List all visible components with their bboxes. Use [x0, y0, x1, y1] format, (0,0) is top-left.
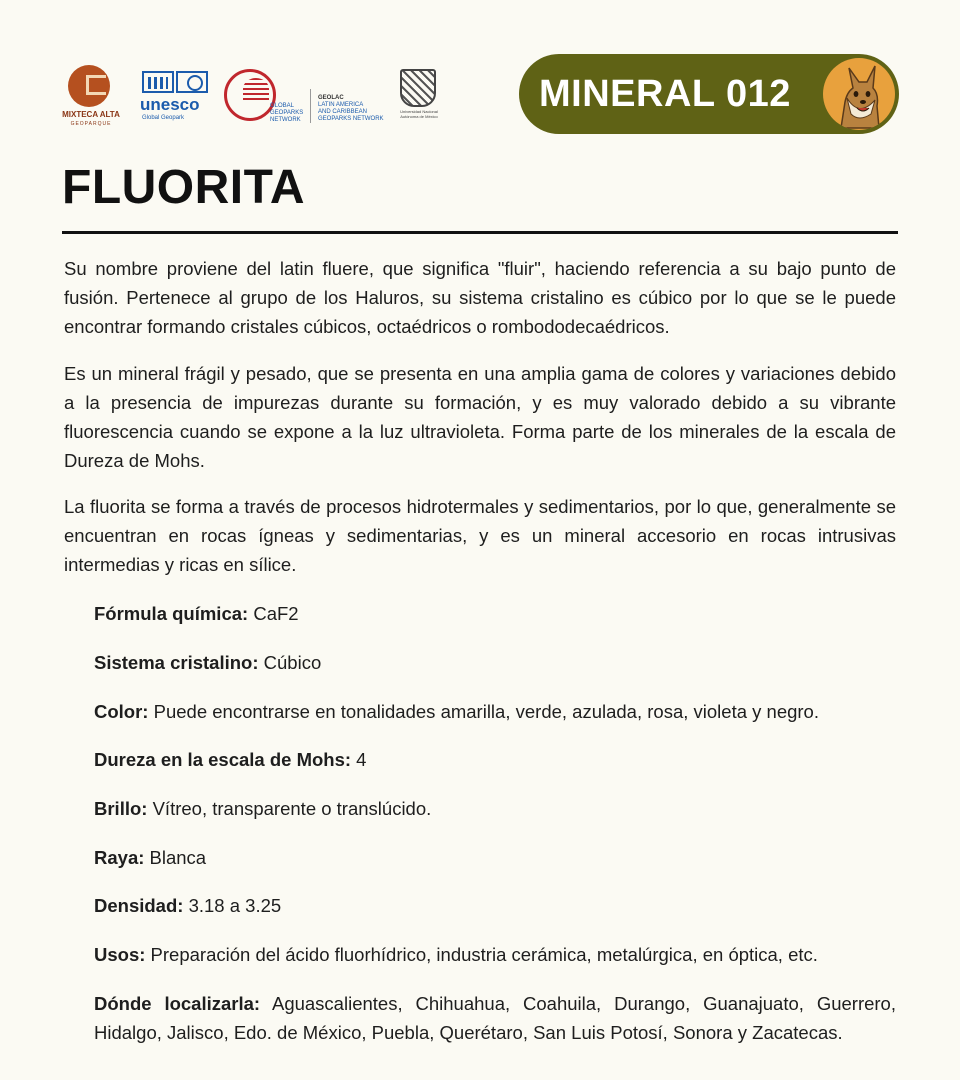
- unam-shield-icon: [400, 69, 436, 107]
- mixteca-alta-geoparque-logo: [60, 65, 122, 129]
- geolac-logo-text: GEOLAC LATIN AMERICA AND CARIBBEAN GEOPARKS NETWORK: [318, 95, 384, 122]
- title-divider: [62, 231, 898, 234]
- unam-logo: [398, 69, 440, 125]
- description-paragraph-3: La fluorita se forma a través de procesos hidrotermales y sedimentarios, por lo que, generalmente se encuentran en rocas ígneas y sedimentarias, y es un mineral accesorio en rocas intrusivas intermedias y ricas en sílice.: [64, 496, 896, 575]
- description-paragraph-2: Es un mineral frágil y pesado, que se presenta en una amplia gama de colores y variaciones debido a la presencia de impurezas durante su formación, y es muy valorado debido a su vibrante fluorescencia cuando se expone a la luz ultravioleta. Forma parte de los minerales de la escala de Dureza de Mohs.: [64, 363, 896, 471]
- property-hardness: Dureza en la escala de Mohs: 4: [94, 749, 367, 770]
- property-crystal-system: Sistema cristalino: Cúbico: [94, 652, 322, 673]
- unam-logo-text: Universidad Nacional Autónoma de México: [400, 109, 438, 119]
- unesco-logo-sub: Global Geopark: [142, 115, 185, 121]
- property-luster: Brillo: Vítreo, transparente o translúcido.: [94, 798, 432, 819]
- mixteca-emblem-icon: [68, 65, 110, 107]
- unesco-temple-icon: [142, 71, 174, 93]
- mixteca-logo-sub: GEOPARQUE: [70, 121, 112, 127]
- property-color: Color: Puede encontrarse en tonalidades amarilla, verde, azulada, rosa, violeta y negro.: [94, 701, 819, 722]
- description-paragraph-1: Su nombre proviene del latin fluere, que significa "fluir", haciendo referencia a su bajo punto de fusión. Pertenece al grupo de los Haluros, su sistema cristalino es cúbico por lo que se le puede encontrar formando cristales cúbicos, octaédricos o rombododecaédricos.: [64, 258, 896, 337]
- property-locations: Dónde localizarla: Aguascalientes, Chihuahua, Coahuila, Durango, Guanajuato, Guerrero, Hidalgo, Jalisco, Edo. de México, Puebla, Querétaro, San Luis Potosí, Sonora y Zacatecas.: [94, 993, 896, 1043]
- partner-logos: [60, 62, 440, 132]
- unesco-global-geopark-logo: [140, 69, 210, 125]
- unesco-logo-name: unesco: [140, 95, 200, 114]
- property-streak: Raya: Blanca: [94, 847, 207, 868]
- ggn-ring-icon: [224, 69, 276, 121]
- mineral-number-label: MINERAL 012: [539, 73, 791, 115]
- coyote-mascot-icon: [823, 58, 895, 130]
- property-density: Densidad: 3.18 a 3.25: [94, 895, 282, 916]
- mixteca-logo-name: MIXTECA ALTA: [62, 110, 120, 119]
- ggn-logo-text: GLOBAL GEOPARKS NETWORK: [270, 103, 304, 123]
- global-geoparks-network-logo: [224, 67, 384, 127]
- property-uses: Usos: Preparación del ácido fluorhídrico, industria cerámica, metalúrgica, en óptica, etc.: [94, 944, 818, 965]
- geopark-globe-icon: [176, 71, 208, 93]
- property-formula: Fórmula química: CaF2: [94, 603, 299, 624]
- page-title: FLUORITA: [62, 161, 306, 214]
- logo-divider: [310, 89, 311, 123]
- mineral-number-badge: [519, 54, 899, 134]
